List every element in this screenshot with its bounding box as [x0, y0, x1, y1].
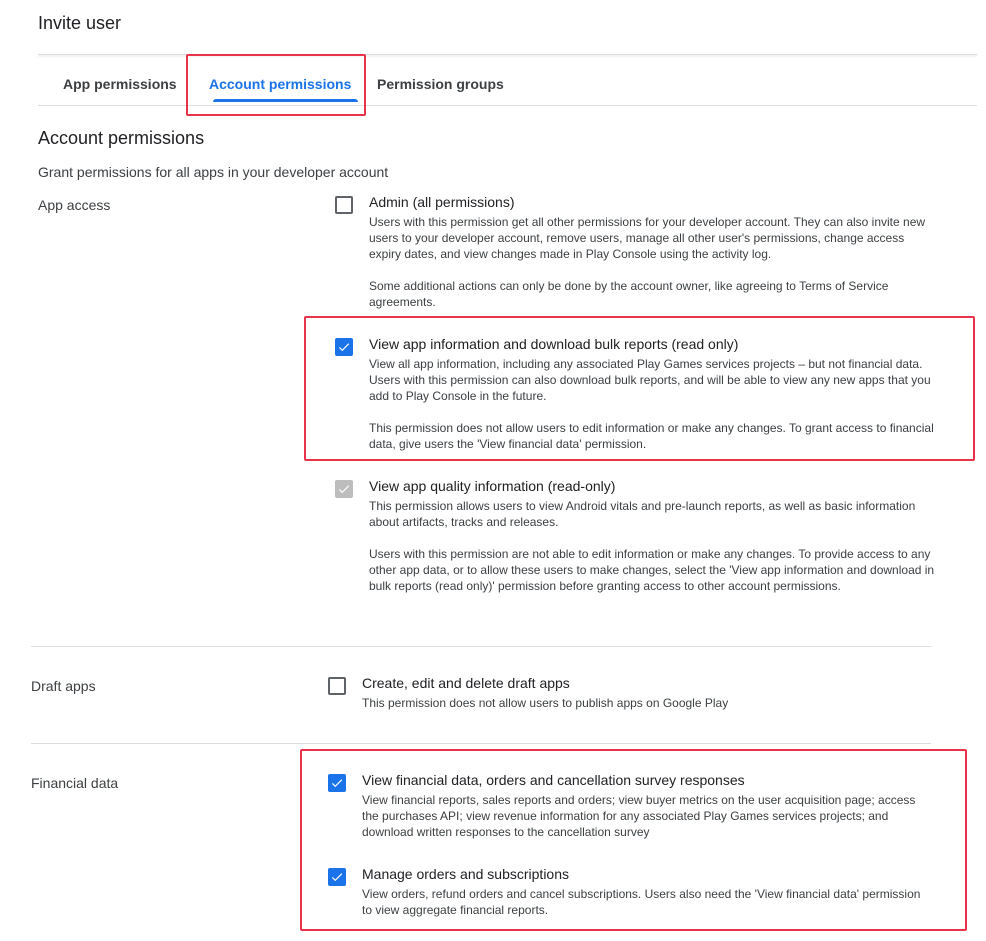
page-title: Invite user — [38, 13, 122, 33]
tab-bar — [38, 56, 977, 106]
permission-description: View orders, refund orders and cancel subscriptions. Users also need the 'View financial data' permission to view aggregate financial reports. — [362, 887, 921, 917]
group-label-draft-apps: Draft apps — [31, 678, 96, 694]
header-divider — [38, 54, 977, 55]
section-subtitle: Grant permissions for all apps in your developer account — [38, 164, 389, 180]
checkbox-view-app-quality — [335, 480, 353, 498]
permission-title: View app information and download bulk reports (read only) — [369, 336, 739, 352]
permission-note: Users with this permission are not able to edit information or make any changes. To provide access to any other app data, or to allow these users to make changes, select the 'View app information and download in bulk reports (read only)' permission before granting access to other account permissions. — [369, 547, 935, 593]
group-divider — [31, 646, 931, 647]
checkbox-draft-apps[interactable] — [328, 677, 346, 695]
permission-description: View all app information, including any associated Play Games services projects – but not financial data. Users with this permission can also download bulk reports, and will be able to view any new apps that you add to Play Console in the future. — [369, 357, 931, 403]
group-divider — [31, 743, 931, 744]
highlight-box-view-app-info — [304, 316, 975, 461]
tab-permission-groups[interactable]: Permission groups — [377, 76, 504, 92]
highlight-box-financial — [300, 749, 967, 931]
permission-note: Some additional actions can only be done by the account owner, like agreeing to Terms of Service agreements. — [369, 279, 889, 309]
checkbox-admin[interactable] — [335, 196, 353, 214]
permission-title: Admin (all permissions) — [369, 194, 515, 210]
check-icon — [337, 482, 351, 496]
permission-description: This permission does not allow users to publish apps on Google Play — [362, 696, 729, 710]
group-label-app-access: App access — [38, 197, 111, 213]
permission-note: This permission does not allow users to edit information or make any changes. To grant access to financial data, give users the 'View financial data' permission. — [369, 421, 934, 451]
group-label-financial-data: Financial data — [31, 775, 119, 791]
highlight-box-tab — [186, 54, 366, 116]
permission-title: View app quality information (read-only) — [369, 478, 616, 494]
section-title: Account permissions — [38, 128, 205, 148]
permission-description: View financial reports, sales reports and orders; view buyer metrics on the user acquisition page; access the purchases API; view revenue information for any associated Play Games services projects; and download written responses to the cancellation survey — [362, 793, 916, 839]
permission-description: Users with this permission get all other permissions for your developer account. They can also invite new users to your developer account, remove users, manage all other user's permissions, change access expiry dates, and view changes made in Play Console using the activity log. — [369, 215, 926, 261]
tab-app-permissions[interactable]: App permissions — [63, 76, 177, 92]
permission-title: View financial data, orders and cancellation survey responses — [362, 772, 745, 788]
permission-description: This permission allows users to view Android vitals and pre-launch reports, as well as basic information about artifacts, tracks and releases. — [369, 499, 916, 529]
permission-title: Manage orders and subscriptions — [362, 866, 570, 882]
tab-account-permissions[interactable]: Account permissions — [209, 76, 352, 92]
permission-title: Create, edit and delete draft apps — [362, 675, 570, 691]
